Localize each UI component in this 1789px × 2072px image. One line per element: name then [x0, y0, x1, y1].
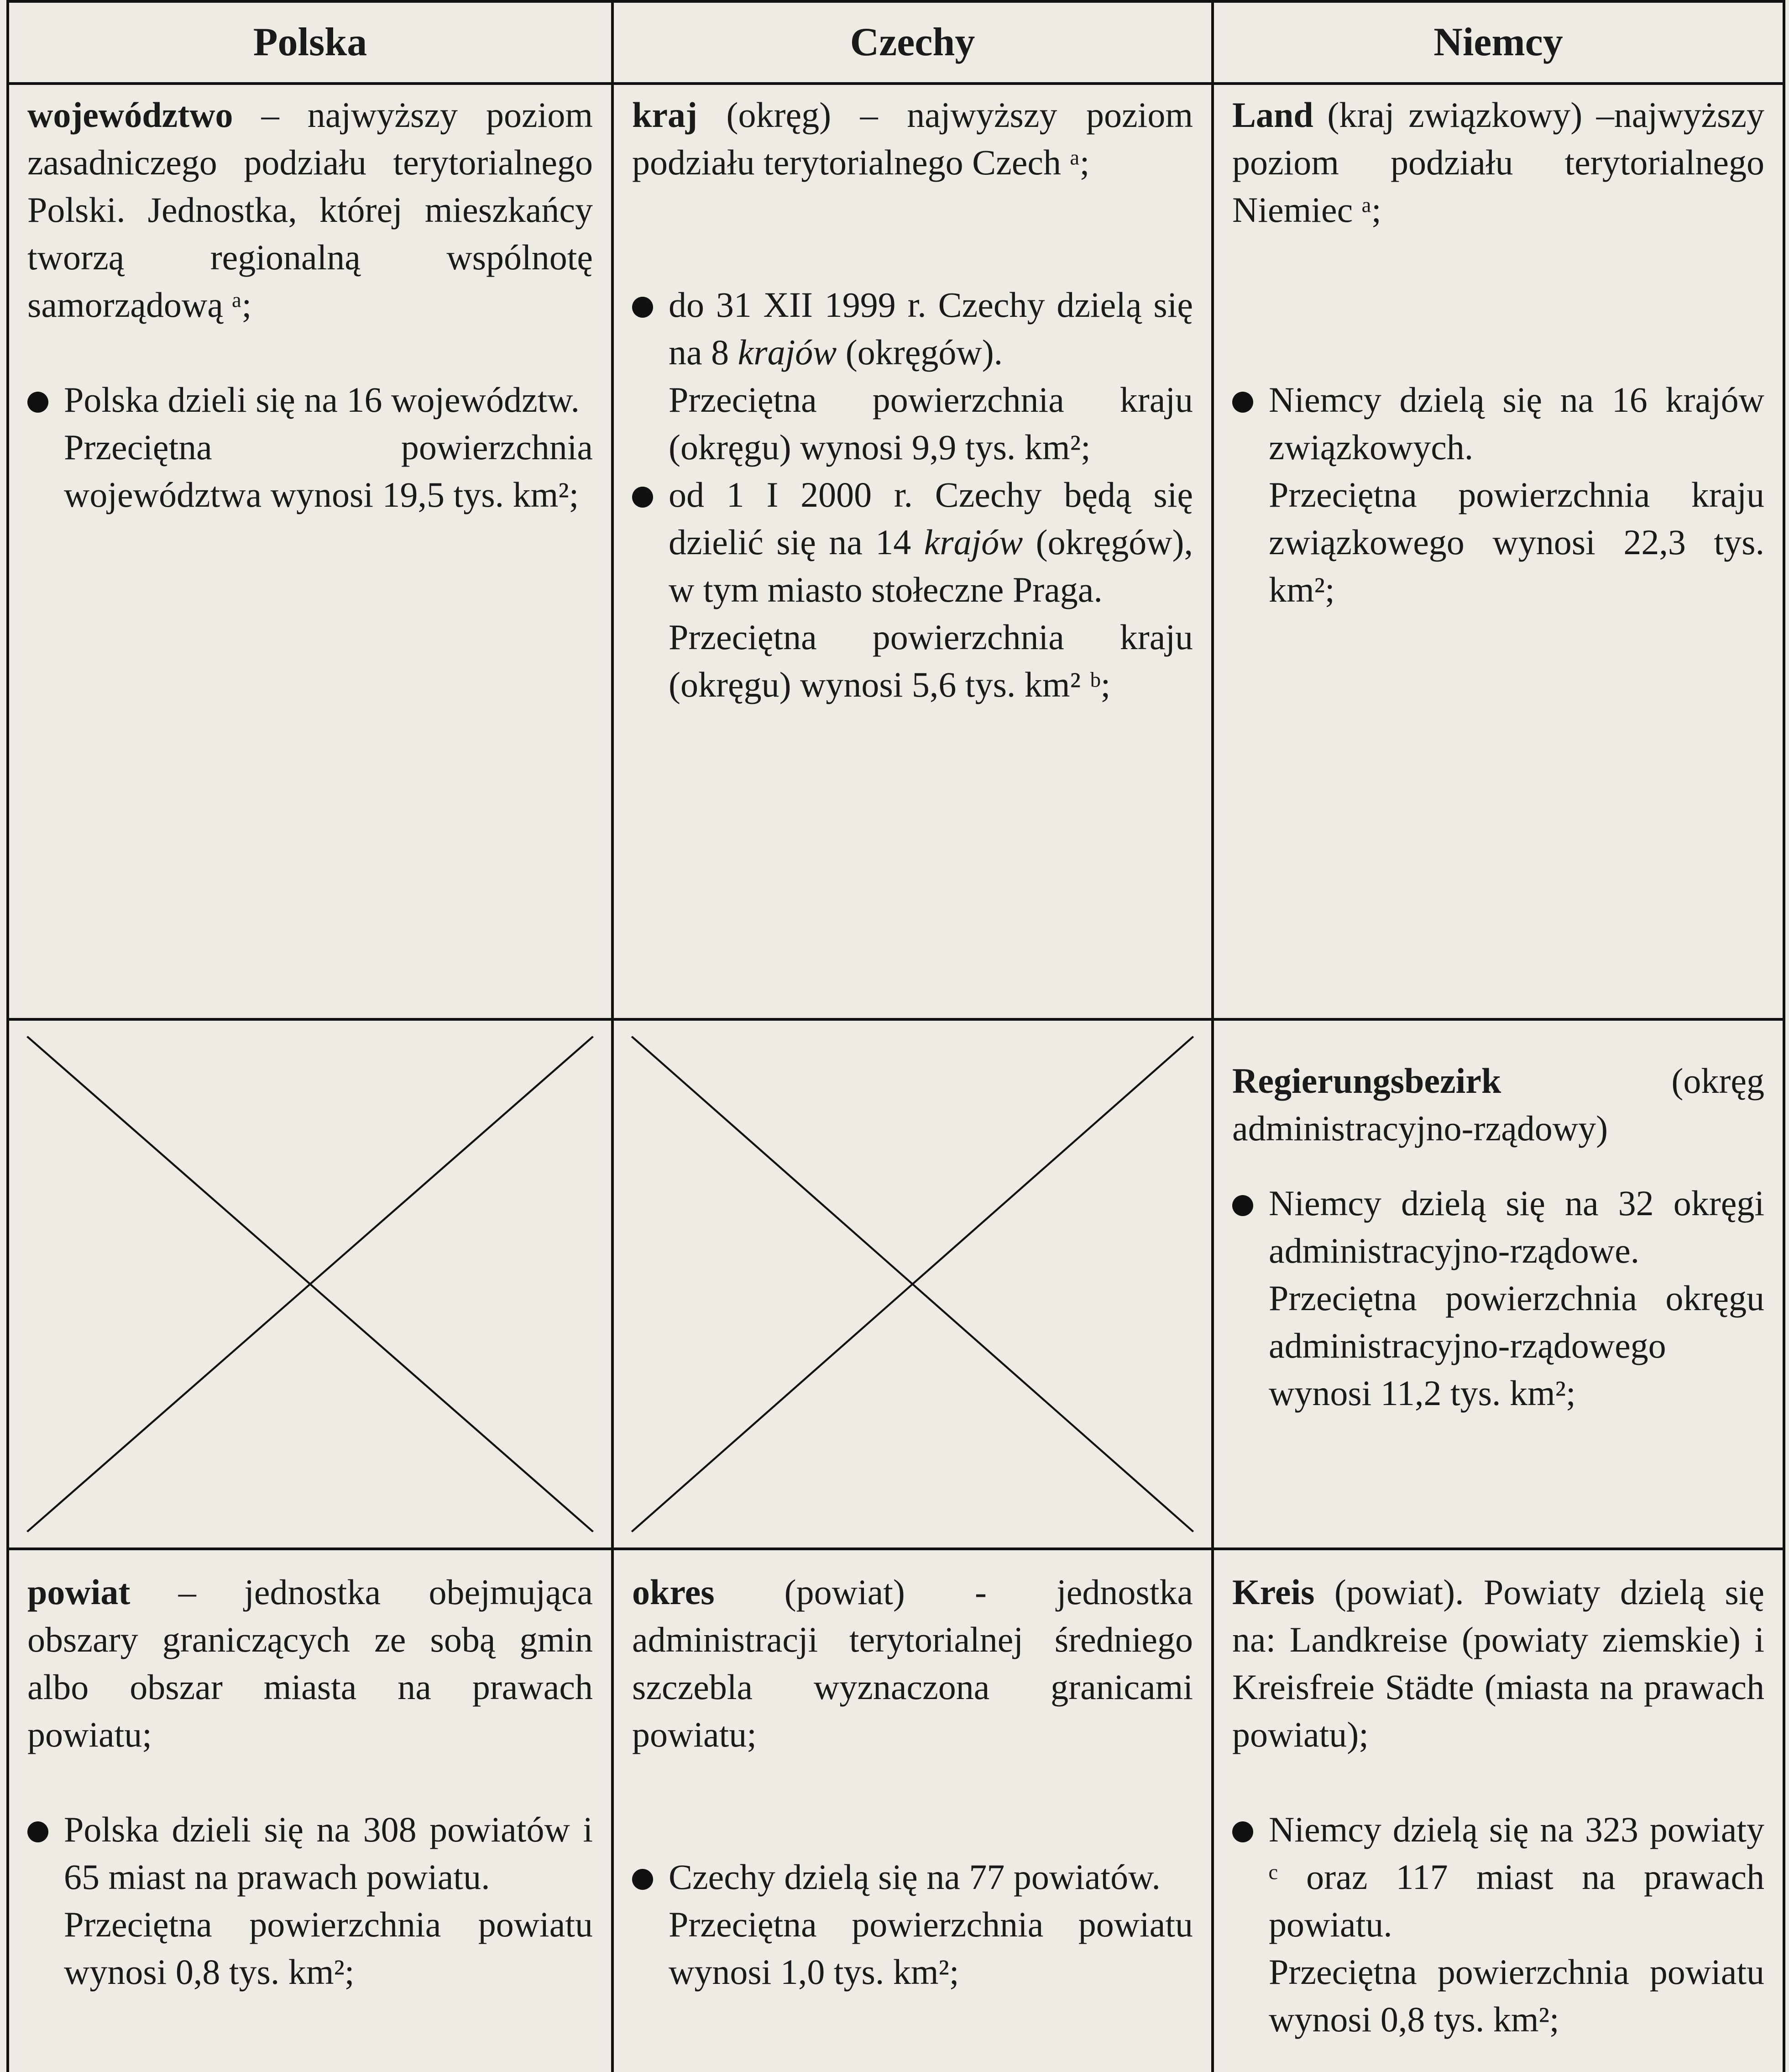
area-text: Przeciętna powierzchnia kraju związkowego wynosi 22,3 tys. km²; — [1269, 475, 1764, 609]
cell-czechy-okres — [612, 1549, 1213, 2072]
definition-text: – jednostka obejmująca obszary graniczących ze sobą gmin albo obszar miasta na prawach powiatu; — [27, 1572, 593, 1754]
header-row — [8, 1, 1784, 84]
bullet-count: Czechy dzielą się na 77 powiatów. Przeciętna powierzchnia powiatu wynosi 1,0 tys. km²; — [632, 1853, 1193, 1996]
bullet-from-2000: od 1 I 2000 r. Czechy będą się dzielić się na 14 krajów (okręgów), w tym miasto stołeczne Praga. Przeciętna powierzchnia kraju (okręgu) wynosi 5,6 tys. km² ᵇ; — [632, 471, 1193, 708]
definition-text: (okręg) – najwyższy poziom podziału terytorialnego Czech ᵃ; — [632, 95, 1193, 182]
area-text: Przeciętna powierzchnia powiatu wynosi 1,0 tys. km²; — [669, 1904, 1193, 1992]
cell-niemcy-land — [1213, 84, 1784, 1019]
cell-niemcy-regierungsbezirk — [1213, 1019, 1784, 1549]
definition-text: (powiat) - jednostka administracji terytorialnej średniego szczebla wyznaczona granicami powiatu; — [632, 1572, 1193, 1754]
definition — [1232, 91, 1764, 234]
term: Kreis — [1232, 1572, 1315, 1612]
cell-niemcy-kreis — [1213, 1549, 1784, 2072]
term: Land — [1232, 95, 1313, 135]
term: kraj — [632, 95, 697, 135]
bullet-count: Niemcy dzielą się na 32 okręgi administracyjno-rządowe. Przeciętna powierzchnia okręgu administracyjno-rządowego wynosi 11,2 tys. km²; — [1232, 1180, 1764, 1417]
row-county-level — [8, 1549, 1784, 2072]
cross-out-mark — [614, 1021, 1211, 1547]
definition-text: (okręg administracyjno-rządowy) — [1232, 1061, 1764, 1148]
definition — [632, 1568, 1193, 1758]
header-polska: Polska — [8, 1, 612, 84]
area-text: Przeciętna powierzchnia okręgu administracyjno-rządowego wynosi 11,2 tys. km²; — [1269, 1278, 1764, 1413]
cell-czechy-kraj — [612, 84, 1213, 1019]
bullet-count: Polska dzieli się na 16 województw. Przeciętna powierzchnia województwa wynosi 19,5 tys. km²; — [27, 376, 593, 519]
bullet-count: Polska dzieli się na 308 powiatów i 65 miast na prawach powiatu. Przeciętna powierzchnia powiatu wynosi 0,8 tys. km²; — [27, 1806, 593, 1996]
area-text: Przeciętna powierzchnia kraju (okręgu) wynosi 9,9 tys. km²; — [669, 380, 1193, 467]
area-text: Przeciętna powierzchnia powiatu wynosi 0,8 tys. km²; — [1269, 1952, 1764, 2039]
definition — [1232, 1568, 1764, 1758]
definition — [632, 91, 1193, 186]
term: okres — [632, 1572, 715, 1612]
header-niemcy: Niemcy — [1213, 1, 1784, 84]
cell-czechy-empty — [612, 1019, 1213, 1549]
cross-out-mark — [9, 1021, 611, 1547]
term: Regierungsbezirk — [1232, 1061, 1501, 1101]
area-text: Przeciętna powierzchnia województwa wynosi 19,5 tys. km²; — [64, 427, 593, 514]
cell-polska-powiat — [8, 1549, 612, 2072]
row-highest-level — [8, 84, 1784, 1019]
cell-polska-empty — [8, 1019, 612, 1549]
cell-polska-wojewodztwo — [8, 84, 612, 1019]
definition-text: (kraj związkowy) –najwyższy poziom podziału terytorialnego Niemiec ᵃ; — [1232, 95, 1764, 230]
area-text: Przeciętna powierzchnia kraju (okręgu) wynosi 5,6 tys. km² ᵇ; — [669, 617, 1193, 704]
term: województwo — [27, 95, 233, 135]
bullet-count: Niemcy dzielą się na 16 krajów związkowych. Przeciętna powierzchnia kraju związkowego wynosi 22,3 tys. km²; — [1232, 376, 1764, 614]
definition — [27, 91, 593, 329]
definition-text: – najwyższy poziom zasadniczego podziału terytorialnego Polski. Jednostka, której mieszkańcy tworzą regionalną wspólnotę samorządową ᵃ; — [27, 95, 593, 325]
bullet-until-1999: do 31 XII 1999 r. Czechy dzielą się na 8 krajów (okręgów). Przeciętna powierzchnia kraju (okręgu) wynosi 9,9 tys. km²; — [632, 281, 1193, 471]
row-middle-level — [8, 1019, 1784, 1549]
definition — [27, 1568, 593, 1758]
definition-text: (powiat). Powiaty dzielą się na: Landkreise (powiaty ziemskie) i Kreisfreie Städte (miasta na prawach powiatu); — [1232, 1572, 1764, 1754]
comparison-table — [6, 0, 1785, 2072]
bullet-count: Niemcy dzielą się na 323 powiaty ᶜ oraz 117 miast na prawach powiatu. Przeciętna powierzchnia powiatu wynosi 0,8 tys. km²; — [1232, 1806, 1764, 2043]
definition — [1232, 1057, 1764, 1152]
area-text: Przeciętna powierzchnia powiatu wynosi 0,8 tys. km²; — [64, 1904, 593, 1992]
header-czechy: Czechy — [612, 1, 1213, 84]
term: powiat — [27, 1572, 131, 1612]
